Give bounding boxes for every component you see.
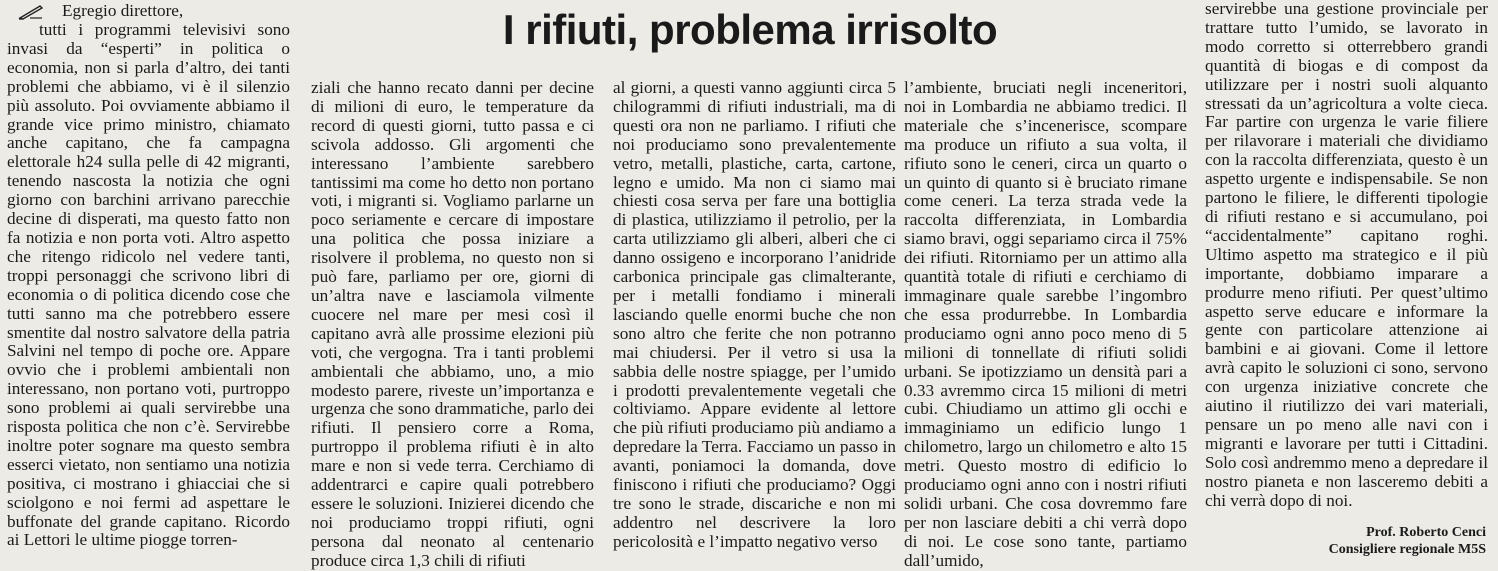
article-column-1	[7, 21, 290, 550]
pen-icon	[18, 4, 44, 20]
greeting: Egregio direttore,	[62, 1, 184, 20]
article-column-3	[613, 79, 896, 552]
column-text: tutti i programmi televisivi sono invasi da “esperti” in politica o economia, non si parla d’altro, dei tanti problemi che abbiamo, vi è il silenzio più assoluto. Poi ovviamente abbiamo il grande vice primo ministro, chiamato anche capitano, che fa campagna elettorale h24 sulla pelle di 42 migranti, tenendo nascosta la notizia che ogni giorno con barchini arrivano parecchie decine di disperati, ma questo fatto non fa notizia e non porta voti. Altro aspetto che ritengo ridicolo nel vedere tanti, troppi personaggi che scrivono libri di economia o di politica dicendo cose che tutti sanno ma che potrebbero essere smentite dal nostro salvatore della patria Salvini nel tempo di poche ore. Appare ovvio che i problemi ambientali non interessano, non portano voti, purtroppo sono problemi ai quali servirebbe una risposta politica che non c’è. Servirebbe inoltre poter sognare ma questo sembra esserci vietato, non sentiamo una notizia positiva, ci mostrano i ghiacciai che si sciolgono e noi fermi ad aspettare le buffonate del grande capitano. Ricordo ai Lettori le ultime piogge torren-	[7, 20, 290, 550]
article-column-4	[904, 79, 1187, 571]
column-text: l’ambiente, bruciati negli inceneritori, noi in Lombardia ne abbiamo tredici. Il materiale che s’incenerisce, scompare ma produce un rifiuto a sua volta, il rifiuto sono le ceneri, circa un quarto o un quinto di quanto si è bruciato rimane come ceneri. La terza strada vede la raccolta differenziata, in Lombardia siamo bravi, oggi separiamo circa il 75% dei rifiuti. Ritorniamo per un attimo alla quantità totale di rifiuti e cerchiamo di immaginare quale sarebbe l’ingombro che essa produrrebbe. In Lombardia produciamo ogni anno poco meno di 5 milioni di tonnellate di rifiuti solidi urbani. Se ipotizziamo un densità pari a 0.33 avremmo circa 15 milioni di metri cubi. Chiudiamo un attimo gli occhi e immaginiamo un edificio lungo 1 chilometro, largo un chilometro e alto 15 metri. Questo mostro di edificio lo produciamo ogni anno con i nostri rifiuti solidi urbani. Che cosa dovremmo fare per non lasciare debiti a chi verrà dopo di noi. Le cose sono tante, partiamo dall’umido,	[904, 78, 1187, 570]
article-column-5	[1205, 0, 1488, 510]
column-text: servirebbe una gestione provinciale per trattare tutto l’umido, se lavorato in modo corretto si otterrebbero grandi quantità di biogas e di compost da utilizzare per i nostri suoli alquanto stressati da un’agricoltura a volte cieca. Far partire con urgenza le varie filiere per rilavorare i materiali che dividiamo con la raccolta differenziata, questo è un aspetto urgente e indispensabile. Se non partono le filiere, le differenti tipologie di rifiuti restano e si accumulano, poi “accidentalmente” capitano roghi. Ultimo aspetto ma strategico e il più importante, dobbiamo imparare a produrre meno rifiuti. Per quest’ultimo aspetto serve educare e informare la gente con particolare attenzione ai bambini e ai giovani. Come il lettore avrà capito le soluzioni ci sono, servono con urgenza iniziative concrete che aiutino il riutilizzo dei vari materiali, pensare un po meno alle navi con i migranti e lavorare per tutti i Cittadini. Solo così andremmo meno a depredare il nostro pianeta e non lasceremo debiti a chi verrà dopo di noi.	[1205, 0, 1488, 510]
article-column-2	[311, 79, 594, 571]
column-text: ziali che hanno recato danni per decine di milioni di euro, le temperature da record di questi giorni, tutto passa e ci scivola addosso. Gli argomenti che interessano l’ambiente sarebbero tantissimi ma come ho detto non portano voti, i migranti si. Vogliamo parlarne un poco seriamente e cercare di impostare una politica che possa iniziare a risolvere il problema, no questo non si può fare, parliamo per ore, giorni di un’altra nave e lasciamola vilmente cuocere nel mare per mesi così il capitano avrà alle prossime elezioni più voti, che vergogna. Tra i tanti problemi ambientali che abbiamo, uno, a mio modesto parere, riveste un’importanza e urgenza che sono drammatiche, parlo dei rifiuti. Il pensiero corre a Roma, purtroppo il problema rifiuti è in alto mare e non si vede terra. Cerchiamo di addentrarci e capire quali potrebbero essere le soluzioni. Inizierei dicendo che noi produciamo troppi rifiuti, ogni persona dal neonato al centenario produce circa 1,3 chili di rifiuti	[311, 78, 594, 570]
headline: I rifiuti, problema irrisolto	[502, 6, 998, 53]
signature	[1329, 524, 1486, 558]
signature-name: Prof. Roberto Cenci	[1366, 525, 1486, 540]
column-text: al giorni, a questi vanno aggiunti circa 5 chilogrammi di rifiuti industriali, ma di questi ora non ne parliamo. I rifiuti che noi produciamo sono prevalentemente vetro, metalli, plastiche, carta, cartone, legno e umido. Ma non ci siamo mai chiesti cosa serva per fare una bottiglia di plastica, utilizziamo il petrolio, per la carta utilizziamo gli alberi, alberi che ci danno ossigeno e incorporano l’anidride carbonica principale gas climalterante, per i metalli fondiamo i minerali lasciando quelle enormi buche che non sono altro che ferite che non potranno mai chiudersi. Per il vetro si usa la sabbia delle nostre spiagge, per l’umido i prodotti prevalentemente vegetali che coltiviamo. Appare evidente al lettore che più rifiuti produciamo più andiamo a depredare la Terra. Facciamo un passo in avanti, poniamoci la domanda, dove finiscono i rifiuti che produciamo? Oggi tre sono le strade, discariche e non mi addentro nel descrivere la loro pericolosità e l’impatto negativo verso	[613, 78, 896, 551]
signature-role: Consigliere regionale M5S	[1328, 542, 1486, 557]
